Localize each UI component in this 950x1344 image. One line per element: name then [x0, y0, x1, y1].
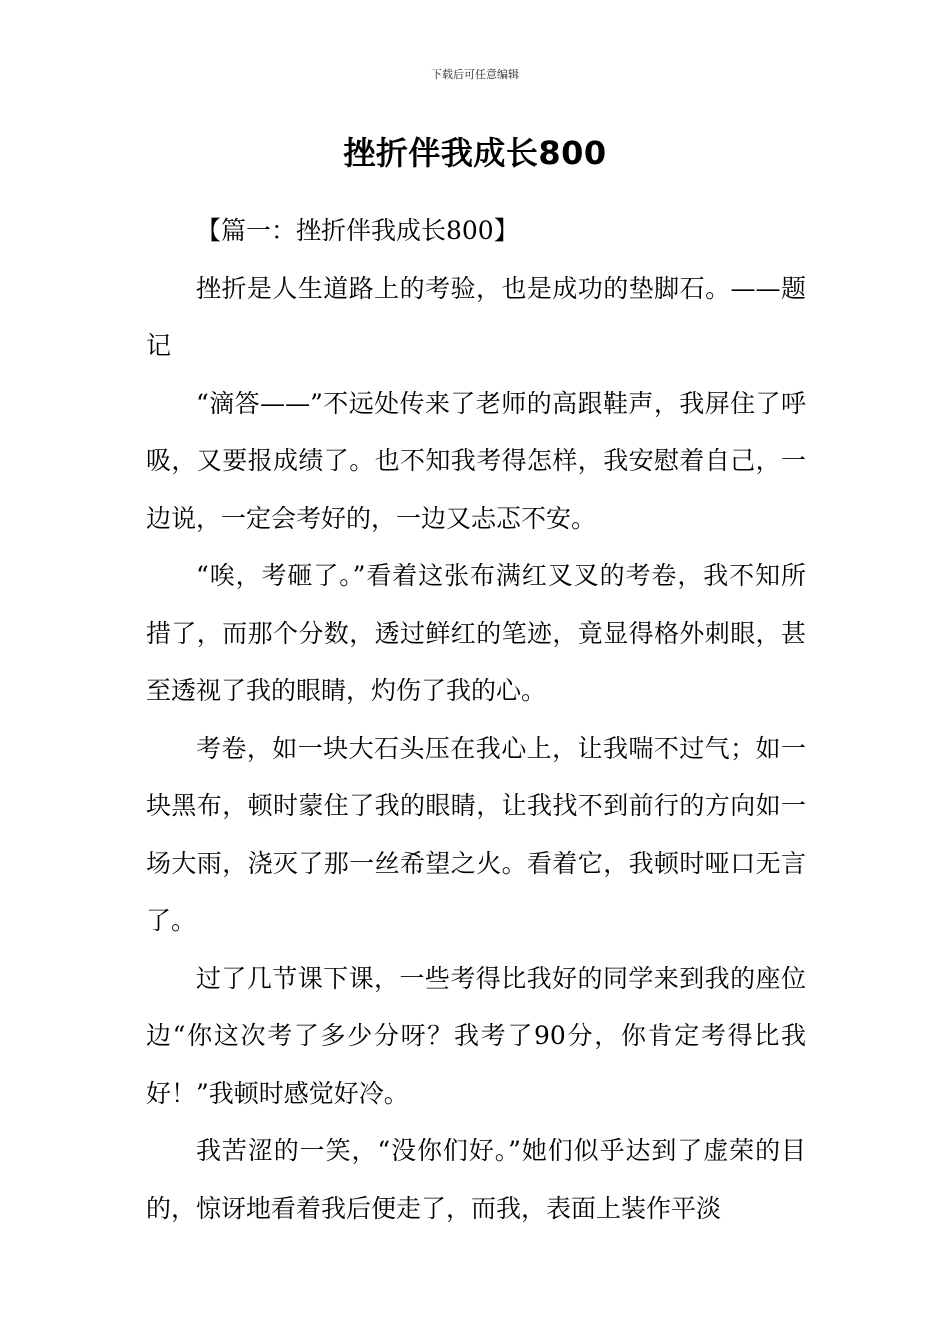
paragraph: “唉，考砸了。”看着这张布满红叉叉的考卷，我不知所措了，而那个分数，透过鲜红的笔迹，竟显得格外刺眼，甚至透视了我的眼睛，灼伤了我的心。 — [146, 561, 806, 705]
header-note: 下载后可任意编辑 — [431, 68, 519, 81]
paragraph: 考卷，如一块大石头压在我心上，让我喘不过气；如一块黑布，顿时蒙住了我的眼睛，让我找不到前行的方向如一场大雨，浇灭了那一丝希望之火。看着它，我顿时哑口无言了。 — [146, 733, 806, 935]
paragraph: 过了几节课下课，一些考得比我好的同学来到我的座位边“你这次考了多少分呀？我考了90分，你肯定考得比我好！”我顿时感觉好冷。 — [146, 963, 806, 1108]
paragraph-epigraph: 挫折是人生道路上的考验，也是成功的垫脚石。——题记 — [146, 273, 806, 360]
article-body — [146, 202, 806, 1237]
paragraph: “滴答——”不远处传来了老师的高跟鞋声，我屏住了呼吸，又要报成绩了。也不知我考得怎样，我安慰着自己，一边说，一定会考好的，一边又忐忑不安。 — [146, 388, 806, 533]
section-heading: 【篇一：挫折伴我成长800】 — [196, 216, 519, 245]
paragraph: 我苦涩的一笑，“没你们好。”她们似乎达到了虚荣的目的，惊讶地看着我后便走了，而我，表面上装作平淡 — [146, 1136, 806, 1223]
page-title: 挫折伴我成长800 — [343, 134, 607, 172]
